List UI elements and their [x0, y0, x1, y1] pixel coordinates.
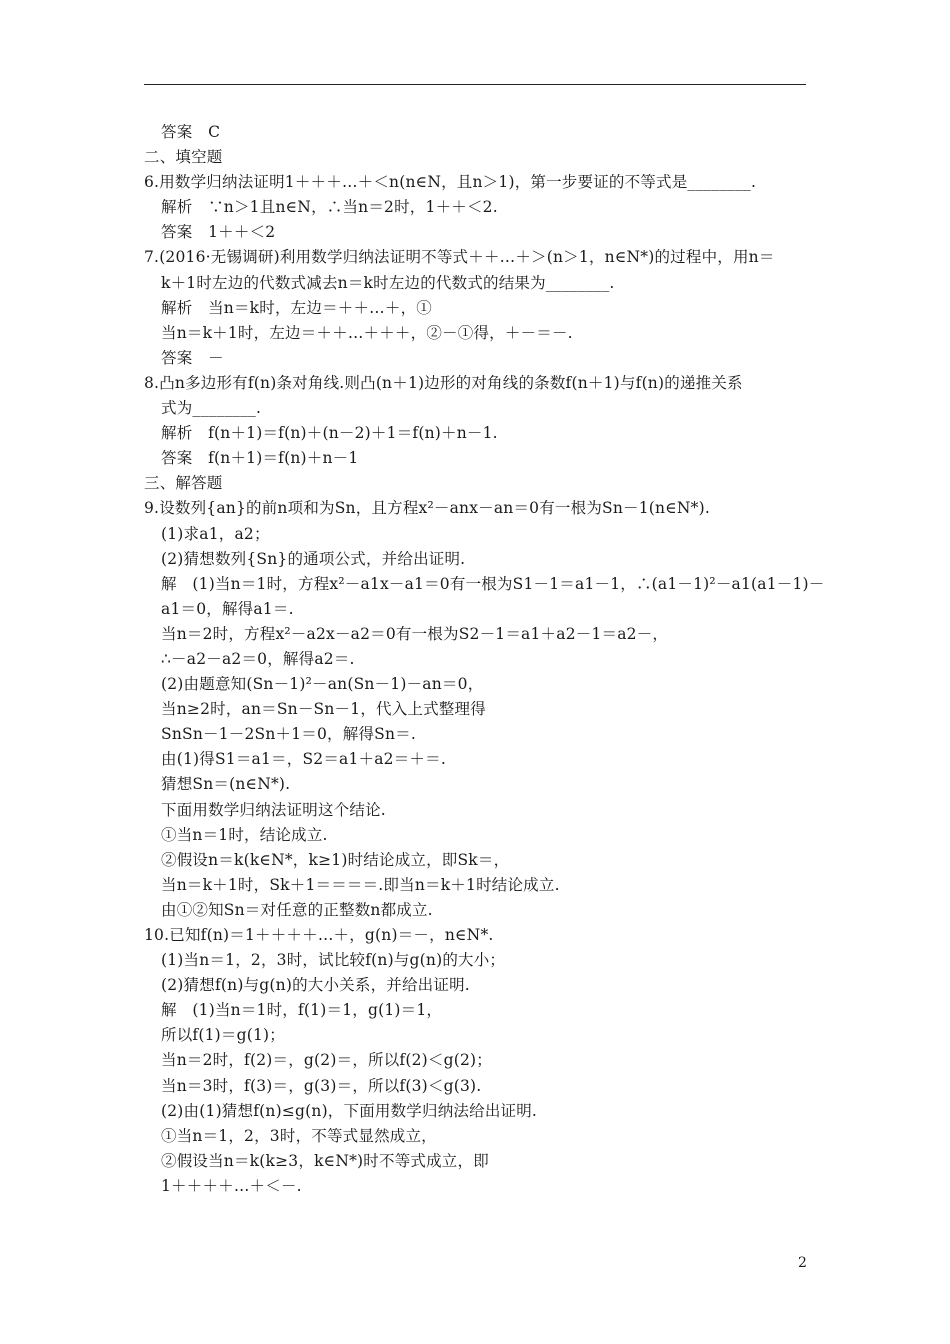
- text-line: 解析 ∵n＞1且n∈N，∴当n＝2时，1＋＋＜2.: [161, 198, 498, 217]
- text-line: 下面用数学归纳法证明这个结论.: [161, 800, 386, 819]
- text-line: 由(1)得S1＝a1＝，S2＝a1＋a2＝＋＝.: [161, 750, 446, 769]
- text-line: 当n＝2时，方程x²－a2x－a2＝0有一根为S2－1＝a1＋a2－1＝a2－，: [161, 624, 669, 643]
- text-line: ①当n＝1时，结论成立.: [161, 825, 328, 844]
- text-line: 当n＝k＋1时，Sk＋1＝＝＝＝.即当n＝k＋1时结论成立.: [161, 875, 560, 894]
- text-line: ②假设当n＝k(k≥3，k∈N*)时不等式成立，即: [161, 1151, 489, 1170]
- text-line: (2)由(1)猜想f(n)≤g(n)，下面用数学归纳法给出证明.: [161, 1101, 538, 1120]
- text-line: 当n＝3时，f(3)＝，g(3)＝，所以f(3)＜g(3).: [161, 1076, 482, 1095]
- text-line: (1)求a1，a2；: [161, 524, 270, 543]
- header-rule: [144, 84, 806, 85]
- text-line: (1)当n＝1，2，3时，试比较f(n)与g(n)的大小；: [161, 951, 506, 970]
- section-heading: 三、解答题: [144, 474, 223, 493]
- text-line: (2)猜想数列{Sn}的通项公式，并给出证明.: [161, 549, 466, 568]
- text-line: ②假设n＝k(k∈N*，k≥1)时结论成立，即Sk＝，: [161, 850, 510, 869]
- text-line: 答案 1＋＋＜2: [161, 223, 276, 242]
- question-6: 6.用数学归纳法证明1＋＋＋…＋＜n(n∈N，且n＞1)，第一步要证的不等式是________.: [144, 173, 757, 192]
- text-line: 解 (1)当n＝1时，方程x²－a1x－a1＝0有一根为S1－1＝a1－1，∴(a1－1)²－a1(a1－1)－: [161, 574, 825, 593]
- text-line: (2)由题意知(Sn－1)²－an(Sn－1)－an＝0，: [161, 675, 484, 694]
- text-line: 当n＝2时，f(2)＝，g(2)＝，所以f(2)＜g(2)；: [161, 1051, 492, 1070]
- text-line: 答案 f(n＋1)＝f(n)＋n－1: [161, 449, 359, 468]
- text-line: ∴－a2－a2＝0，解得a2＝.: [161, 649, 355, 668]
- question-9: 9.设数列{an}的前n项和为Sn，且方程x²－anx－an＝0有一根为Sn－1(n∈N*).: [144, 499, 710, 518]
- text-line: a1＝0，解得a1＝.: [161, 599, 294, 618]
- text-line: k＋1时左边的代数式减去n＝k时左边的代数式的结果为________.: [161, 273, 615, 292]
- text-line: SnSn－1－2Sn＋1＝0，解得Sn＝.: [161, 725, 416, 744]
- text-line: 答案 C: [161, 123, 221, 141]
- question-8: 8.凸n多边形有f(n)条对角线.则凸(n＋1)边形的对角线的条数f(n＋1)与f(n)的递推关系: [144, 373, 743, 392]
- text-line: 当n＝k＋1时，左边＝＋＋…＋＋＋，②－①得，＋－＝－.: [161, 323, 573, 342]
- text-line: 解析 f(n＋1)＝f(n)＋(n－2)＋1＝f(n)＋n－1.: [161, 424, 498, 443]
- question-7: 7.(2016·无锡调研)利用数学归纳法证明不等式＋＋…＋＞(n＞1，n∈N*)的过程中，用n＝: [144, 248, 775, 267]
- page-number: 2: [798, 1255, 807, 1271]
- text-line: 答案 －: [161, 348, 224, 367]
- text-line: 解析 当n＝k时，左边＝＋＋…＋，①: [161, 298, 432, 317]
- text-line: 1＋＋＋＋…＋＜－.: [161, 1176, 302, 1195]
- text-line: 由①②知Sn＝对任意的正整数n都成立.: [161, 900, 433, 919]
- text-line: (2)猜想f(n)与g(n)的大小关系，并给出证明.: [161, 976, 470, 995]
- text-line: 猜想Sn＝(n∈N*).: [161, 775, 291, 794]
- text-line: ①当n＝1，2，3时，不等式显然成立，: [161, 1126, 437, 1145]
- text-line: 所以f(1)＝g(1)；: [161, 1026, 285, 1045]
- text-line: 解 (1)当n＝1时，f(1)＝1，g(1)＝1，: [161, 1001, 443, 1020]
- text-line: 当n≥2时，an＝Sn－Sn－1，代入上式整理得: [161, 700, 486, 719]
- question-10: 10.已知f(n)＝1＋＋＋＋…＋，g(n)＝－，n∈N*.: [144, 926, 494, 944]
- page-body: [144, 120, 825, 1199]
- text-line: 式为________.: [161, 399, 262, 418]
- section-heading: 二、填空题: [144, 148, 223, 167]
